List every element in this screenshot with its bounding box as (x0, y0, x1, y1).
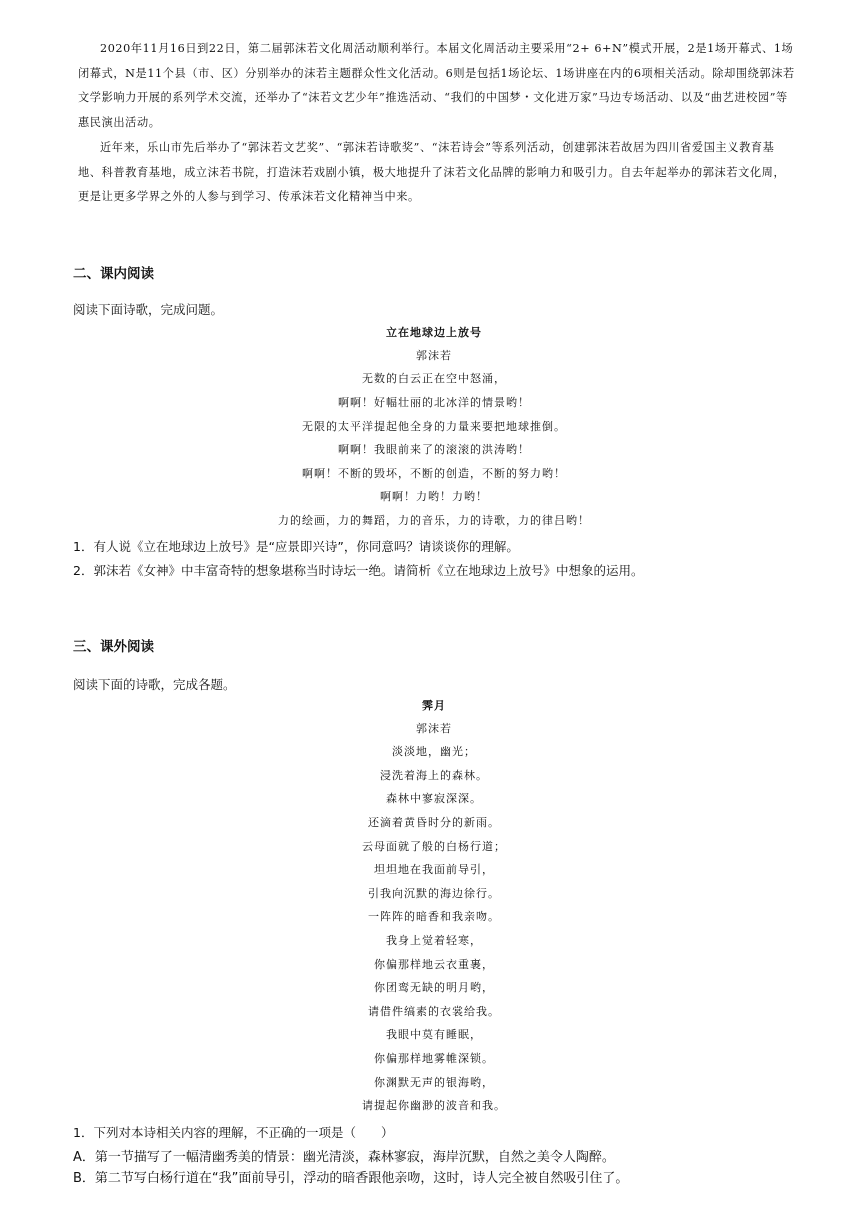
poem-line: 啊啊！好幅壮丽的北冰洋的情景哟！ (338, 396, 530, 409)
poem-line: 啊啊！不断的毁坏，不断的创造，不断的努力哟！ (302, 467, 566, 480)
question-1: 1．有人说《立在地球边上放号》是“应景即兴诗”，你同意吗？请谈谈你的理解。 (73, 539, 519, 554)
poem-line: 一阵阵的暗香和我亲吻。 (368, 910, 500, 923)
section3-instruction: 阅读下面的诗歌，完成各题。 (73, 677, 236, 692)
question-1-multiple-choice: 1．下列对本诗相关内容的理解，不正确的一项是（ ） (73, 1125, 394, 1140)
poem-line: 浸洗着海上的森林。 (380, 769, 488, 782)
poem-line: 啊啊！我眼前来了的滚滚的洪涛哟！ (338, 443, 530, 456)
intro-paragraph-1: 2020年11月16日到22日，第二届郭沫若文化周活动顺利举行。本届文化周活动主要采用“2+ 6+N”模式开展，2是1场开幕式、1场闭幕式，N是11个县（市、区）分别举办的沫若主题群众性文化活动。6则是包括1场论坛、1场讲座在内的6项相关活动。除却围绕郭沫若文学影响力开展的系列学术交流，还举办了“沫若文艺少年”推选活动、“我们的中国梦・文化进万家”马边专场活动、以及“曲艺进校园”等惠民演出活动。 (78, 42, 795, 129)
poem-author: 郭沫若 (416, 722, 452, 735)
option-a: A．第一节描写了一幅清幽秀美的情景：幽光清淡，森林寥寂，海岸沉默，自然之美令人陶醉。 (73, 1150, 615, 1165)
poem-line: 还滴着黄昏时分的新雨。 (368, 816, 500, 829)
poem-line: 你团鸾无缺的明月哟， (374, 981, 494, 994)
poem-title: 霁月 (422, 699, 446, 712)
poem-line: 我身上觉着轻寒， (386, 934, 482, 947)
poem-line: 淡淡地，幽光； (392, 745, 476, 758)
intro-paragraph-2: 近年来，乐山市先后举办了“郭沫若文艺奖”、“郭沫若诗歌奖”、“沫若诗会”等系列活动，创建郭沫若故居为四川省爱国主义教育基地、科普教育基地，成立沫若书院，打造沫若戏剧小镇，极大地提升了沫若文化品牌的影响力和吸引力。自去年起举办的郭沫若文化周，更是让更多学界之外的人参与到学习、传承沫若文化精神当中来。 (78, 141, 786, 203)
poem-line: 云母面就了般的白杨行道； (362, 840, 506, 853)
section-heading-extracurricular-reading: 三、课外阅读 (73, 639, 154, 655)
poem-line: 森林中寥寂深深。 (386, 792, 482, 805)
poem-line: 请提起你幽渺的波音和我。 (362, 1099, 506, 1112)
poem-line: 啊啊！力哟！力哟！ (380, 490, 488, 503)
poem-line: 我眼中莫有睡眠， (386, 1028, 482, 1041)
poem-line: 坦坦地在我面前导引， (374, 863, 494, 876)
question-2: 2．郭沫若《女神》中丰富奇特的想象堪称当时诗坛一绝。请简析《立在地球边上放号》中想象的运用。 (73, 563, 644, 578)
poem-line: 你渊默无声的银海哟， (374, 1076, 494, 1089)
section-heading-in-class-reading: 二、课内阅读 (73, 266, 154, 282)
poem-line: 引我向沉默的海边徐行。 (368, 887, 500, 900)
poem-author: 郭沫若 (416, 349, 452, 362)
poem-line: 你偏那样地云衣重裹， (374, 958, 494, 971)
poem-line: 请借件缟素的衣裳给我。 (368, 1005, 500, 1018)
section2-instruction: 阅读下面诗歌，完成问题。 (73, 302, 224, 317)
option-b: B．第二节写白杨行道在“我”面前导引，浮动的暗香跟他亲吻，这时，诗人完全被自然吸引住了。 (73, 1171, 629, 1186)
poem-line: 你偏那样地雾帷深锁。 (374, 1052, 494, 1065)
poem-line: 力的绘画，力的舞蹈，力的音乐，力的诗歌，力的律吕哟！ (278, 514, 590, 527)
poem-line: 无数的白云正在空中怒涌， (362, 372, 506, 385)
poem-line: 无限的太平洋提起他全身的力量来要把地球推倒。 (302, 420, 566, 433)
poem-title: 立在地球边上放号 (386, 326, 482, 339)
